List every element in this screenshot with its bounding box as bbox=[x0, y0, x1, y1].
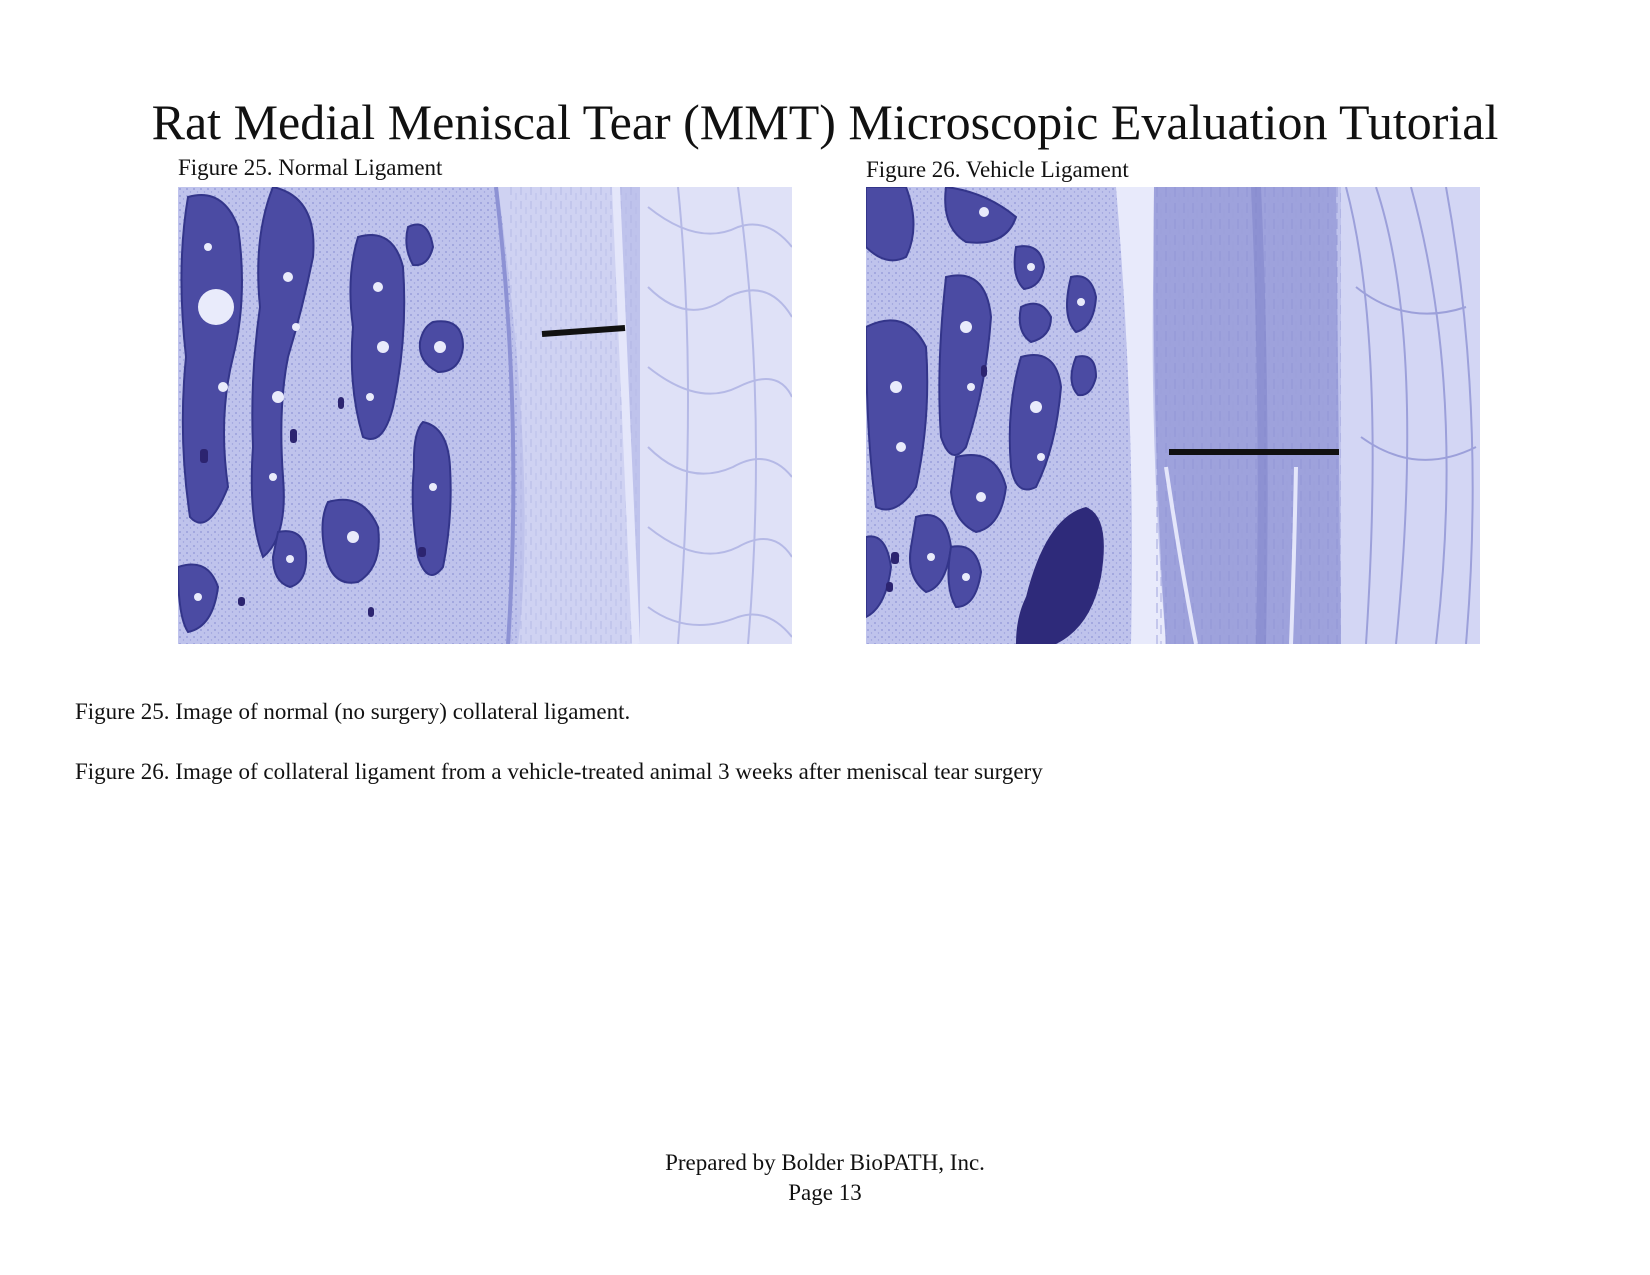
figure-26-micrograph bbox=[866, 187, 1480, 644]
footer-page-number: Page 13 bbox=[788, 1180, 862, 1205]
page-title: Rat Medial Meniscal Tear (MMT) Microscopic Evaluation Tutorial bbox=[151, 94, 1499, 150]
figure-25-caption: Figure 25. Image of normal (no surgery) collateral ligament. bbox=[75, 699, 631, 724]
footer-prepared-by: Prepared by Bolder BioPATH, Inc. bbox=[665, 1150, 985, 1175]
figure-26-label: Figure 26. Vehicle Ligament bbox=[866, 157, 1129, 182]
figure-25-label: Figure 25. Normal Ligament bbox=[178, 155, 443, 180]
figure-26-caption: Figure 26. Image of collateral ligament from a vehicle-treated animal 3 weeks after meniscal tear surgery bbox=[75, 759, 1043, 784]
figure-25-micrograph bbox=[178, 187, 792, 644]
